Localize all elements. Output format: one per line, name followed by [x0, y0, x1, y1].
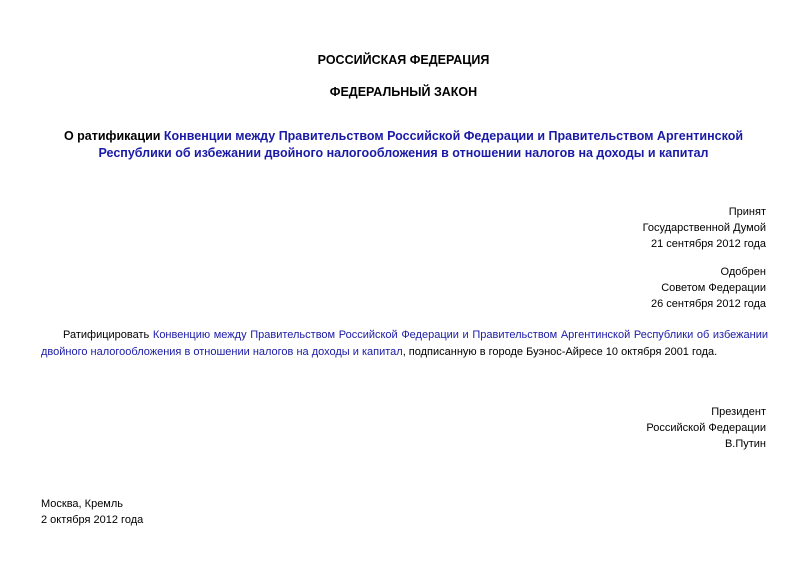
adoption-block	[643, 204, 766, 252]
adopted-label: Принят	[728, 206, 766, 218]
signatory-title: Президент	[711, 406, 766, 418]
approved-date: 26 сентября 2012 года	[651, 298, 766, 310]
ratification-verb: Ратифицировать	[63, 329, 153, 341]
signatory-office: Российской Федерации	[646, 422, 766, 434]
approved-by: Советом Федерации	[661, 282, 766, 294]
signing-place: Москва, Кремль	[41, 498, 124, 510]
adopted-date: 21 сентября 2012 года	[651, 238, 766, 250]
convention-link[interactable]: Конвенцию между Правительством Российской Федерации и Правительством Аргентинской Республики об избежании двойного налогообложения в отношении налогов на доходы и капитал	[41, 329, 768, 358]
document-type-heading: ФЕДЕРАЛЬНЫЙ ЗАКОН	[329, 85, 478, 99]
convention-title-link[interactable]: Конвенции между Правительством Российской Федерации и Правительством Аргентинской Республики об избежании двойного налогообложения в отношении налогов на доходы и капитал	[98, 129, 744, 160]
signatory-name: В.Путин	[724, 438, 766, 450]
place-date-block	[41, 496, 143, 528]
ratification-suffix: , подписанную в городе Буэнос-Айресе 10 октября 2001 года.	[402, 346, 718, 358]
ratification-paragraph	[41, 327, 768, 361]
adopted-by: Государственной Думой	[642, 222, 766, 234]
approval-block	[651, 264, 766, 312]
signing-date: 2 октября 2012 года	[41, 514, 144, 526]
approved-label: Одобрен	[720, 266, 766, 278]
country-heading: РОССИЙСКАЯ ФЕДЕРАЦИЯ	[317, 53, 490, 67]
law-title	[38, 128, 769, 162]
signature-block	[646, 404, 766, 452]
title-prefix: О ратификации	[63, 129, 164, 143]
